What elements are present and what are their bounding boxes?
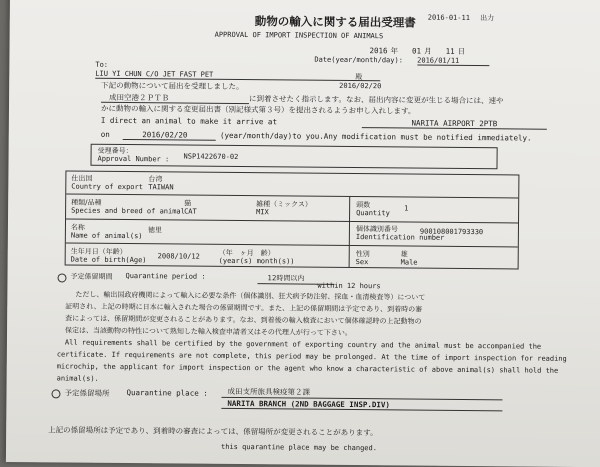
quantity-value: 1 xyxy=(404,204,409,213)
received-text: 下記の動物について届出を受理しました。 xyxy=(101,80,244,92)
arrive-jp-text: に到着させたく指示します。なお、届出内容に変更が生じる場合には、速や xyxy=(249,94,504,106)
dob-value: 2008/10/12 xyxy=(157,252,200,261)
period-label-en: Quarantine period : xyxy=(125,272,206,281)
sex-value-jp: 雄 xyxy=(400,250,408,259)
conditions-jp-line-4: 保定は、当該動物の特性について熟知した輸入検査申請者又はその代理人が行って下さい。 xyxy=(65,326,352,337)
breed-value-jp: 雑種（ミックス） xyxy=(256,200,312,209)
issue-date-en xyxy=(314,56,489,66)
direct-text: I direct an animal to make it arrive at xyxy=(100,115,278,127)
bullet-circle-icon xyxy=(57,273,66,282)
document-title-jp: 動物の輸入に関する届出受理書 xyxy=(254,14,416,30)
arrive-jp-line-2: かに動物の輸入に関する変更届出書（別記様式第３号）を提出されるようお申し入れします。 xyxy=(100,103,416,116)
conditions-jp-line-1: ただし、輸出国政府機関によって輸入に必要な条件（個体識別、狂犬病予防注射、採血・血清検査等）について xyxy=(75,290,426,302)
species-value-en: CAT xyxy=(184,207,197,216)
to-label: To: xyxy=(95,60,109,69)
conditions-en-line-3: microchip, the applicant for import inspection or the agent who know a characteristic of above animal(s) shall hold the xyxy=(56,362,559,375)
quantity-label-jp: 頭数 xyxy=(356,201,371,210)
country-value-en: TAIWAN xyxy=(148,183,174,192)
issue-date-label: Date(year/month/day): xyxy=(314,55,403,65)
ident-label-jp: 個体識別番号 xyxy=(355,225,398,234)
place-value-en: NARITA BRANCH (2ND BAGGAGE INSP.DIV) xyxy=(221,399,502,411)
arrive-place-en: NARITA AIRPORT 2PTB xyxy=(361,118,547,130)
document-title-en: APPROVAL OF IMPORT INSPECTION OF ANIMALS xyxy=(214,30,384,41)
sex-label-jp: 性別 xyxy=(355,250,370,259)
species-label-en: Species and breed of animal xyxy=(71,206,185,216)
issue-date-jp xyxy=(369,45,465,57)
issue-date-day-unit: 日 xyxy=(457,46,466,56)
bullet-circle-icon xyxy=(51,389,60,398)
age-label-jp: （年 ヶ月 齢） xyxy=(218,248,275,258)
on-date: 2016/02/20 xyxy=(122,130,215,141)
period-value-en: within 12 hours xyxy=(317,281,381,291)
conditions-jp-line-2: 証明され、上記の時期に日本に輸入された場合の係留期間です。また、上記の係留期間は予定であり、到着時の審 xyxy=(65,302,423,314)
to-name-value: LIU YI CHUN C/O JET FAST PET xyxy=(95,69,214,79)
quantity-label-en: Quantity xyxy=(356,209,390,218)
species-value-jp: 猫 xyxy=(184,199,192,208)
sex-value-en: Male xyxy=(400,258,418,267)
sex-label-en: Sex xyxy=(355,258,369,267)
approval-box xyxy=(90,144,497,170)
issue-date-month: 01 xyxy=(412,46,422,56)
ident-value: 900108001793330 xyxy=(419,227,484,237)
arrive-place-jp: 成田空港２ＰＴＢ xyxy=(101,93,249,104)
animal-info-table xyxy=(65,170,520,269)
print-date-value: 2016-01-11 xyxy=(427,13,470,23)
print-suffix: 出力 xyxy=(480,14,495,23)
print-date xyxy=(428,13,494,24)
conditions-jp-line-3: 査によっては、係留期間が変更されることがあります。なお、到着後の輸入検査において個体確認時の上記動物の xyxy=(65,314,422,326)
age-label-en: (year(s) month(s)) xyxy=(218,256,295,266)
conditions-en-line-2: certificate. If requirements are not complete, this period may be prolonged. At the time of import inspection for reading xyxy=(56,350,567,363)
issue-date-year: 2016 xyxy=(369,46,388,56)
breed-value-en: MIX xyxy=(256,208,269,217)
on-text: (year/month/day)to you.Any modification must be notified immediately. xyxy=(219,130,532,143)
document-page xyxy=(6,0,600,467)
received-date: 2016/02/20 xyxy=(339,81,382,91)
country-label-jp: 仕出国 xyxy=(71,174,93,183)
place-footer-jp: 上記の係留場所は予定であり、到着時の審査によっては、係留場所が変更されることがあります。 xyxy=(48,425,378,438)
ident-label-en: Identification number xyxy=(355,233,445,242)
place-value-jp: 成田支所旅具検疫第２課 xyxy=(221,386,502,400)
dob-label-en: Date of birth(Age) xyxy=(70,255,147,265)
conditions-en-line-4: animal(s). xyxy=(56,374,99,383)
issue-date-year-unit: 年 xyxy=(390,46,399,56)
period-value-jp: 12時間以内 xyxy=(257,273,334,285)
country-value-jp: 台湾 xyxy=(148,175,163,184)
place-footer-en: this quarantine place may be changed. xyxy=(221,442,378,453)
on-line xyxy=(101,130,532,143)
dob-label-jp: 生年月日（年齢） xyxy=(70,247,127,257)
conditions-en-line-1: All requirements shall be certified by the government of exporting country and the animal must be accompanied the xyxy=(64,338,542,351)
approval-label-en: Approval Number : xyxy=(97,154,170,164)
approval-number: NSP1422670-02 xyxy=(183,152,239,161)
to-honorific: 殿 xyxy=(355,73,363,82)
name-label-jp: 名称 xyxy=(70,223,85,232)
period-label-jp: 予定係留期間 xyxy=(70,272,113,281)
name-value: 徳里 xyxy=(147,226,162,235)
issue-date-day: 11 xyxy=(445,46,455,56)
name-label-en: Name of animal(s) xyxy=(70,231,143,241)
species-label-jp: 種類/品種 xyxy=(71,198,102,207)
place-label-en: Quarantine place : xyxy=(126,388,208,398)
approval-label-jp: 受理番号： xyxy=(97,146,133,156)
issue-date-month-unit: 月 xyxy=(424,46,432,56)
place-label-jp: 予定係留場所 xyxy=(64,388,110,398)
direct-line xyxy=(101,116,547,129)
on-label: on xyxy=(100,129,110,139)
country-label-en: Country of export xyxy=(71,182,143,192)
issue-date-value: 2016/01/11 xyxy=(417,57,489,67)
